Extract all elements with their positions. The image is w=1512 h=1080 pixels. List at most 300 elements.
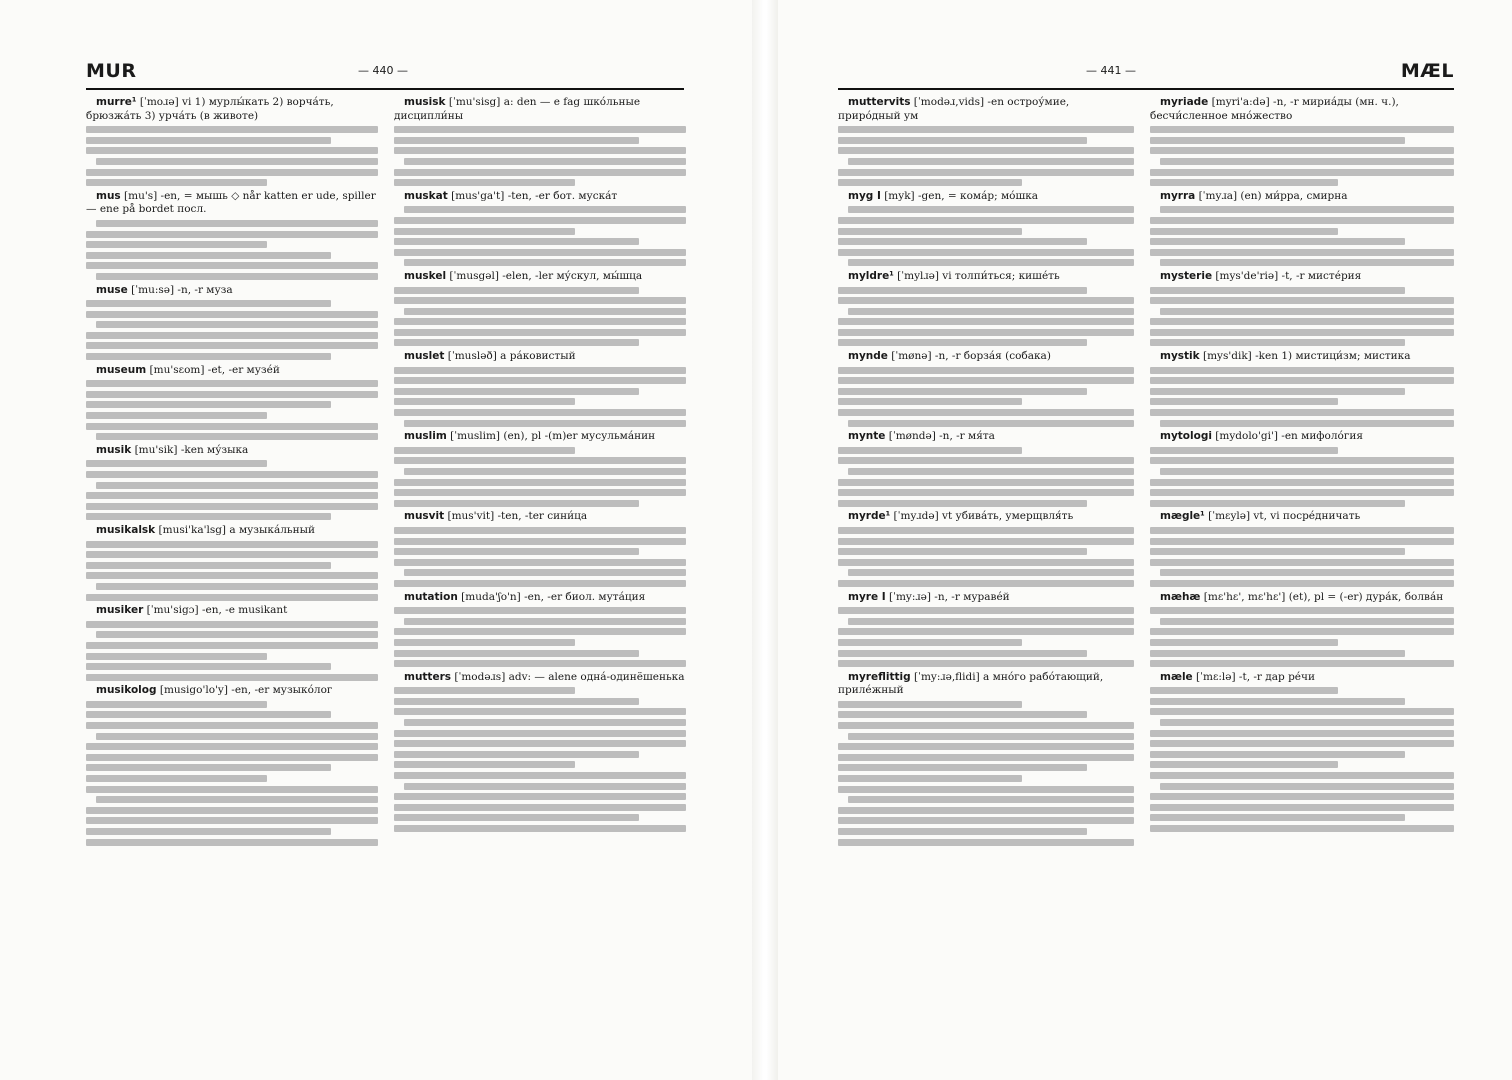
entry-headword: muse <box>96 283 128 296</box>
illegible-text-line <box>1150 660 1454 667</box>
illegible-text-line <box>86 764 331 771</box>
illegible-text-line <box>86 342 378 349</box>
dictionary-entry <box>394 96 686 123</box>
illegible-text-line <box>394 740 686 747</box>
illegible-text-line <box>1150 249 1454 256</box>
entry-definition: [mys'de'riə] -t, -r мисте́рия <box>1212 269 1362 282</box>
illegible-text-line <box>96 220 378 227</box>
illegible-text-line <box>404 158 686 165</box>
illegible-text-line <box>86 786 378 793</box>
entry-headword: myreflittig <box>848 670 911 683</box>
entry-headword: mysterie <box>1160 269 1213 282</box>
illegible-text-line <box>838 339 1087 346</box>
illegible-text-line <box>838 489 1134 496</box>
illegible-text-line <box>848 796 1134 803</box>
illegible-text-line <box>86 711 331 718</box>
illegible-text-line <box>1150 639 1338 646</box>
entry-headword: mutation <box>404 590 458 603</box>
illegible-text-line <box>1150 804 1454 811</box>
illegible-text-line <box>1150 548 1405 555</box>
entry-headword: myg I <box>848 189 881 202</box>
illegible-text-line <box>394 447 575 454</box>
illegible-text-line <box>848 618 1134 625</box>
illegible-text-line <box>1160 569 1454 576</box>
entry-headword: muskel <box>404 269 447 282</box>
illegible-text-line <box>86 839 378 846</box>
illegible-text-line <box>838 238 1087 245</box>
illegible-text-line <box>394 457 686 464</box>
illegible-text-line <box>838 479 1134 486</box>
illegible-text-line <box>96 273 378 280</box>
illegible-text-line <box>404 618 686 625</box>
entry-definition: [mɛ'hɛ', mɛ'hɛ'] (et), pl = (-er) дура́к, болва́н <box>1200 590 1444 603</box>
illegible-text-line <box>838 447 1022 454</box>
dictionary-entry <box>1150 430 1454 444</box>
illegible-text-line <box>1150 388 1405 395</box>
illegible-text-line <box>1150 329 1454 336</box>
entry-headword: mæle <box>1160 670 1193 683</box>
illegible-text-line <box>86 503 378 510</box>
illegible-text-line <box>86 492 378 499</box>
entry-definition: [ˈmodəɹs] adv: — alene одна́-одинёшенька <box>451 670 685 683</box>
entry-definition: [mu's] -en, = мышь ◇ når katten er ude, spiller — ene på bordet посл. <box>86 189 376 216</box>
illegible-text-line <box>394 377 686 384</box>
illegible-text-line <box>394 126 686 133</box>
left-guide-word: MUR <box>86 60 137 82</box>
entry-headword: muskat <box>404 189 448 202</box>
dictionary-entry <box>86 96 378 123</box>
illegible-text-line <box>848 308 1134 315</box>
illegible-text-line <box>394 698 639 705</box>
illegible-text-line <box>1160 158 1454 165</box>
entry-headword: museum <box>96 363 147 376</box>
entry-definition: [ˈmusgəl] -elen, -ler му́скул, мы́шца <box>446 269 643 282</box>
entry-definition: [musigo'lo'y] -en, -er музыко́лог <box>156 684 333 697</box>
illegible-text-line <box>838 249 1134 256</box>
illegible-text-line <box>1150 297 1454 304</box>
illegible-text-line <box>404 783 686 790</box>
illegible-text-line <box>86 828 331 835</box>
illegible-text-line <box>838 559 1134 566</box>
illegible-text-line <box>838 764 1087 771</box>
illegible-text-line <box>394 388 639 395</box>
illegible-text-line <box>838 650 1087 657</box>
illegible-text-line <box>394 761 575 768</box>
illegible-text-line <box>1160 259 1454 266</box>
illegible-text-line <box>838 457 1134 464</box>
illegible-text-line <box>394 559 686 566</box>
entry-headword: musvit <box>404 510 445 523</box>
right-running-head <box>838 58 1454 90</box>
illegible-text-line <box>394 639 575 646</box>
illegible-text-line <box>404 719 686 726</box>
entry-definition: [ˈmylɹə] vi толпи́ться; кише́ть <box>893 269 1060 282</box>
illegible-text-line <box>86 231 378 238</box>
illegible-text-line <box>1160 308 1454 315</box>
dictionary-entry <box>1150 510 1454 524</box>
illegible-text-line <box>838 377 1134 384</box>
illegible-text-line <box>1150 527 1454 534</box>
illegible-text-line <box>394 318 686 325</box>
dictionary-entry <box>838 510 1134 524</box>
illegible-text-line <box>848 468 1134 475</box>
entry-definition: [mydolo'gi'] -en мифоло́гия <box>1211 430 1363 443</box>
dictionary-entry <box>1150 671 1454 685</box>
illegible-text-line <box>394 228 575 235</box>
illegible-text-line <box>86 169 378 176</box>
illegible-text-line <box>838 754 1134 761</box>
illegible-text-line <box>96 631 378 638</box>
illegible-text-line <box>1150 318 1454 325</box>
illegible-text-line <box>86 460 267 467</box>
illegible-text-line <box>838 817 1134 824</box>
illegible-text-line <box>86 653 267 660</box>
illegible-text-line <box>404 206 686 213</box>
dictionary-entry <box>394 671 686 685</box>
dictionary-entry <box>86 284 378 298</box>
illegible-text-line <box>838 500 1087 507</box>
illegible-text-line <box>838 147 1134 154</box>
illegible-text-line <box>838 807 1134 814</box>
illegible-text-line <box>86 423 378 430</box>
entry-definition: [mys'dik] -ken 1) мистици́зм; мистика <box>1199 350 1411 363</box>
illegible-text-line <box>394 398 575 405</box>
illegible-text-line <box>838 228 1022 235</box>
entry-headword: musikalsk <box>96 523 156 536</box>
entry-headword: myrra <box>1160 189 1196 202</box>
illegible-text-line <box>1150 772 1454 779</box>
illegible-text-line <box>838 548 1087 555</box>
illegible-text-line <box>394 793 686 800</box>
dictionary-entry <box>394 591 686 605</box>
illegible-text-line <box>394 287 639 294</box>
illegible-text-line <box>86 562 331 569</box>
illegible-text-line <box>86 701 267 708</box>
entry-headword: myre I <box>848 590 886 603</box>
illegible-text-line <box>86 262 378 269</box>
entry-definition: [myri'a:də] -n, -r мириа́ды (мн. ч.), бесчи́сленное мно́жество <box>1150 96 1399 122</box>
entry-definition: [myk] -gen, = кома́р; мо́шка <box>880 189 1039 202</box>
illegible-text-line <box>838 217 1134 224</box>
illegible-text-line <box>838 722 1134 729</box>
illegible-text-line <box>838 179 1022 186</box>
illegible-text-line <box>1150 559 1454 566</box>
entry-definition: [ˈmoɹə] vi 1) мурлы́кать 2) ворча́ть, брюзжа́ть 3) урча́ть (в животе) <box>86 96 334 122</box>
dictionary-entry <box>394 350 686 364</box>
illegible-text-line <box>96 733 378 740</box>
illegible-text-line <box>394 409 686 416</box>
illegible-text-line <box>86 674 378 681</box>
dictionary-entry <box>394 430 686 444</box>
entry-headword: mægle¹ <box>1160 510 1205 523</box>
illegible-text-line <box>394 297 686 304</box>
entry-definition: [ˈmu'sisg] a: den — e fag шко́льные дисципли́ны <box>394 96 641 122</box>
illegible-text-line <box>394 660 686 667</box>
illegible-text-line <box>1150 538 1454 545</box>
illegible-text-line <box>1150 398 1338 405</box>
entry-headword: musiker <box>96 604 144 617</box>
left-column-a <box>86 96 378 1071</box>
illegible-text-line <box>1150 751 1405 758</box>
dictionary-entry <box>838 190 1134 204</box>
entry-definition: [muda'ʃo'n] -en, -er биол. мута́ция <box>457 590 646 603</box>
illegible-text-line <box>86 471 378 478</box>
illegible-text-line <box>848 420 1134 427</box>
entry-headword: mynte <box>848 430 886 443</box>
dictionary-entry <box>86 684 378 698</box>
entry-headword: mutters <box>404 670 452 683</box>
entry-headword: musik <box>96 443 132 456</box>
illegible-text-line <box>1150 628 1454 635</box>
illegible-text-line <box>394 329 686 336</box>
dictionary-entry <box>1150 270 1454 284</box>
illegible-text-line <box>1160 618 1454 625</box>
entry-headword: muslet <box>404 350 445 363</box>
right-page <box>778 0 1512 1080</box>
illegible-text-line <box>86 594 378 601</box>
illegible-text-line <box>394 169 686 176</box>
illegible-text-line <box>1150 179 1338 186</box>
illegible-text-line <box>1150 447 1338 454</box>
illegible-text-line <box>86 332 378 339</box>
illegible-text-line <box>394 772 686 779</box>
illegible-text-line <box>86 743 378 750</box>
entry-definition: [ˈmu:sə] -n, -r муза <box>127 283 233 296</box>
dictionary-entry <box>838 350 1134 364</box>
illegible-text-line <box>1150 814 1405 821</box>
illegible-text-line <box>848 206 1134 213</box>
illegible-text-line <box>96 158 378 165</box>
illegible-text-line <box>86 380 378 387</box>
illegible-text-line <box>838 538 1134 545</box>
illegible-text-line <box>838 169 1134 176</box>
illegible-text-line <box>96 321 378 328</box>
illegible-text-line <box>86 513 331 520</box>
dictionary-entry <box>394 190 686 204</box>
illegible-text-line <box>838 701 1022 708</box>
illegible-text-line <box>838 367 1134 374</box>
entry-headword: mytologi <box>1160 430 1212 443</box>
illegible-text-line <box>86 775 267 782</box>
illegible-text-line <box>86 817 378 824</box>
illegible-text-line <box>394 708 686 715</box>
entry-definition: [mu'sɛom] -et, -er музе́й <box>146 363 280 376</box>
entry-headword: musisk <box>404 96 446 108</box>
illegible-text-line <box>394 137 639 144</box>
illegible-text-line <box>86 241 267 248</box>
entry-definition: [mus'vit] -ten, -ter сини́ца <box>444 510 588 523</box>
illegible-text-line <box>1150 409 1454 416</box>
illegible-text-line <box>394 238 639 245</box>
illegible-text-line <box>838 828 1087 835</box>
entry-definition: [mu'sik] -ken му́зыка <box>131 443 249 456</box>
page-gutter <box>752 0 778 1080</box>
illegible-text-line <box>848 733 1134 740</box>
dictionary-entry <box>86 444 378 458</box>
illegible-text-line <box>1150 698 1405 705</box>
illegible-text-line <box>404 259 686 266</box>
illegible-text-line <box>1150 650 1405 657</box>
entry-headword: muttervits <box>848 96 911 108</box>
illegible-text-line <box>1150 217 1454 224</box>
illegible-text-line <box>1150 287 1405 294</box>
illegible-text-line <box>96 796 378 803</box>
illegible-text-line <box>1150 238 1405 245</box>
illegible-text-line <box>1150 607 1454 614</box>
illegible-text-line <box>394 249 686 256</box>
illegible-text-line <box>394 500 639 507</box>
dictionary-entry <box>838 96 1134 123</box>
illegible-text-line <box>394 825 686 832</box>
illegible-text-line <box>838 409 1134 416</box>
illegible-text-line <box>838 137 1087 144</box>
illegible-text-line <box>86 391 378 398</box>
illegible-text-line <box>838 711 1087 718</box>
illegible-text-line <box>838 287 1087 294</box>
entry-headword: musikolog <box>96 684 157 697</box>
illegible-text-line <box>1160 468 1454 475</box>
illegible-text-line <box>86 353 331 360</box>
illegible-text-line <box>86 642 378 649</box>
dictionary-entry <box>1150 591 1454 605</box>
illegible-text-line <box>96 482 378 489</box>
illegible-text-line <box>404 569 686 576</box>
illegible-text-line <box>86 179 267 186</box>
illegible-text-line <box>394 804 686 811</box>
illegible-text-line <box>394 479 686 486</box>
illegible-text-line <box>838 839 1134 846</box>
right-column-b <box>1150 96 1454 1071</box>
illegible-text-line <box>86 401 331 408</box>
illegible-text-line <box>86 722 378 729</box>
illegible-text-line <box>838 297 1134 304</box>
dictionary-entry <box>394 270 686 284</box>
entry-headword: myrde¹ <box>848 510 891 523</box>
entry-headword: mynde <box>848 350 888 363</box>
illegible-text-line <box>1150 169 1454 176</box>
illegible-text-line <box>1150 228 1338 235</box>
illegible-text-line <box>394 687 575 694</box>
illegible-text-line <box>86 663 331 670</box>
illegible-text-line <box>394 538 686 545</box>
dictionary-entry <box>838 270 1134 284</box>
illegible-text-line <box>1160 206 1454 213</box>
illegible-text-line <box>86 300 331 307</box>
dictionary-entry <box>86 364 378 378</box>
illegible-text-line <box>1150 740 1454 747</box>
illegible-text-line <box>86 126 378 133</box>
illegible-text-line <box>394 147 686 154</box>
illegible-text-line <box>838 607 1134 614</box>
left-column-b <box>394 96 686 1071</box>
illegible-text-line <box>1150 479 1454 486</box>
entry-definition: [ˈmy:ɹə,flidi] a мно́го рабо́тающий, приле́жный <box>838 670 1104 697</box>
illegible-text-line <box>838 388 1087 395</box>
entry-definition: [ˈmusləð] a ра́ковистый <box>444 350 576 363</box>
entry-definition: [ˈmodəɹ,vids] -en остроу́мие, приро́дный ум <box>838 96 1070 122</box>
entry-headword: mus <box>96 189 121 202</box>
illegible-text-line <box>394 367 686 374</box>
illegible-text-line <box>838 743 1134 750</box>
illegible-text-line <box>1150 793 1454 800</box>
illegible-text-line <box>838 786 1134 793</box>
illegible-text-line <box>404 420 686 427</box>
illegible-text-line <box>1150 377 1454 384</box>
illegible-text-line <box>394 527 686 534</box>
illegible-text-line <box>1160 719 1454 726</box>
dictionary-entry <box>86 604 378 618</box>
illegible-text-line <box>1150 339 1405 346</box>
illegible-text-line <box>86 147 378 154</box>
illegible-text-line <box>1150 580 1454 587</box>
illegible-text-line <box>848 569 1134 576</box>
illegible-text-line <box>838 398 1022 405</box>
illegible-text-line <box>86 541 378 548</box>
right-page-number: — 441 — <box>1086 64 1136 77</box>
dictionary-entry <box>86 524 378 538</box>
illegible-text-line <box>838 527 1134 534</box>
entry-definition: [ˈmyɹdə] vt убива́ть, умерщвля́ть <box>890 510 1074 523</box>
illegible-text-line <box>86 252 331 259</box>
illegible-text-line <box>86 572 378 579</box>
entry-headword: murre¹ <box>96 96 137 108</box>
illegible-text-line <box>86 754 378 761</box>
illegible-text-line <box>394 179 575 186</box>
dictionary-entry <box>394 510 686 524</box>
illegible-text-line <box>394 751 639 758</box>
entry-definition: [ˈmuslim] (en), pl -(m)er мусульма́нин <box>446 430 656 443</box>
illegible-text-line <box>838 628 1134 635</box>
illegible-text-line <box>1150 730 1454 737</box>
entry-headword: muslim <box>404 430 447 443</box>
illegible-text-line <box>86 311 378 318</box>
dictionary-entry <box>1150 350 1454 364</box>
illegible-text-line <box>96 433 378 440</box>
entry-definition: [ˈmyɹa] (en) ми́рра, смирна <box>1195 189 1348 202</box>
dictionary-entry <box>86 190 378 217</box>
illegible-text-line <box>96 583 378 590</box>
illegible-text-line <box>1150 457 1454 464</box>
entry-definition: [mus'ga't] -ten, -er бот. муска́т <box>447 189 618 202</box>
entry-definition: [ˈmɛ:lə] -t, -r дар ре́чи <box>1192 670 1315 683</box>
illegible-text-line <box>848 158 1134 165</box>
illegible-text-line <box>394 730 686 737</box>
illegible-text-line <box>1150 500 1405 507</box>
illegible-text-line <box>838 775 1022 782</box>
illegible-text-line <box>404 468 686 475</box>
illegible-text-line <box>1160 783 1454 790</box>
illegible-text-line <box>394 814 639 821</box>
entry-definition: [ˈmɛylə] vt, vi посре́дничать <box>1204 510 1361 523</box>
illegible-text-line <box>86 621 378 628</box>
illegible-text-line <box>838 329 1134 336</box>
illegible-text-line <box>838 580 1134 587</box>
illegible-text-line <box>838 126 1134 133</box>
illegible-text-line <box>394 628 686 635</box>
illegible-text-line <box>394 489 686 496</box>
illegible-text-line <box>394 548 639 555</box>
entry-definition: [ˈmu'sigɔ] -en, -e musikant <box>143 604 288 617</box>
illegible-text-line <box>1150 137 1405 144</box>
illegible-text-line <box>394 217 686 224</box>
illegible-text-line <box>394 650 639 657</box>
entry-definition: [musi'ka'lsg] a музыка́льный <box>155 523 315 536</box>
dictionary-entry <box>838 591 1134 605</box>
right-column-a <box>838 96 1134 1071</box>
entry-definition: [ˈmøndə] -n, -r мя́та <box>885 430 995 443</box>
left-page-number: — 440 — <box>358 64 408 77</box>
illegible-text-line <box>86 807 378 814</box>
